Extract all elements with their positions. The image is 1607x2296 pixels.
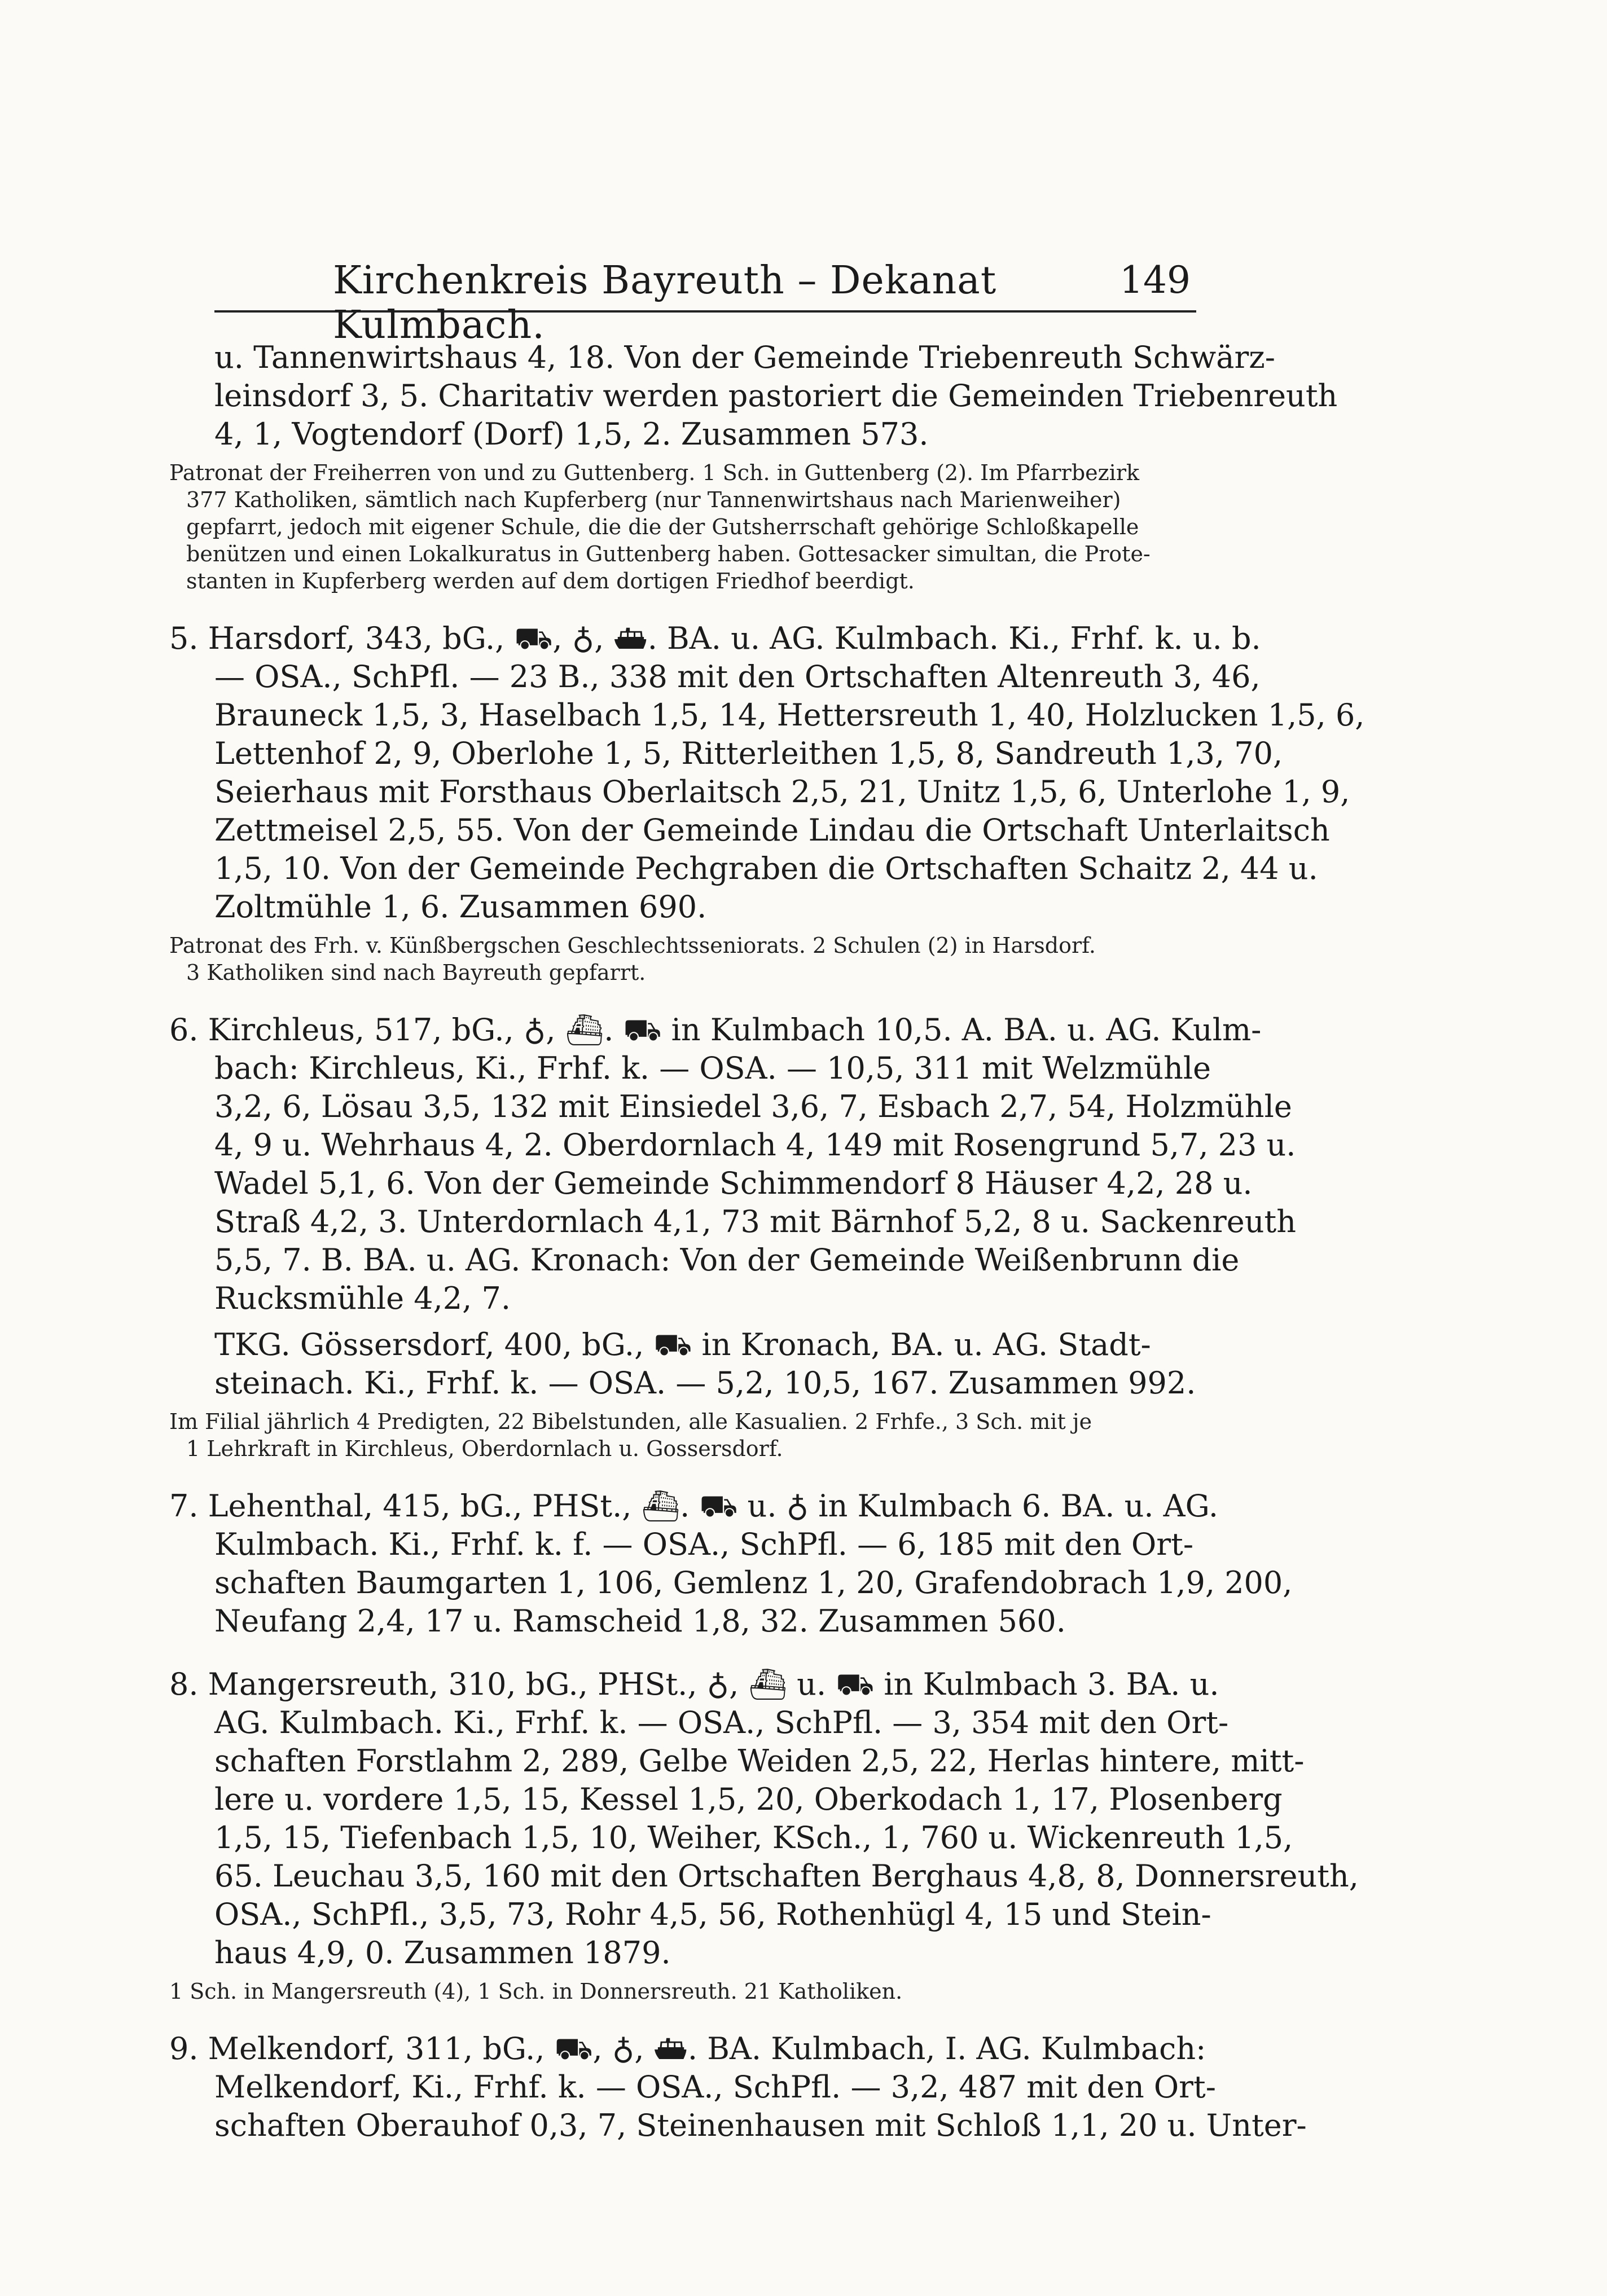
entry-text bbox=[169, 1665, 1359, 1972]
text-line: 4, 9 u. Wehrhaus 4, 2. Oberdornlach 4, 149 mit Rosengrund 5,7, 23 u. bbox=[214, 1127, 1296, 1163]
text-line: Lettenhof 2, 9, Oberlohe 1, 5, Ritterleithen 1,5, 8, Sandreuth 1,3, 70, bbox=[214, 736, 1283, 771]
entry-kirchleus bbox=[169, 1011, 1296, 1462]
text-line: 8. Mangersreuth, 310, bG., PHSt., ♁, ⛴ u. ⛟ in Kulmbach 3. BA. u. bbox=[169, 1666, 1219, 1702]
filial-text bbox=[169, 1326, 1208, 1402]
entry-note bbox=[169, 1978, 1208, 2005]
text-line: u. Tannenwirtshaus 4, 18. Von der Gemeinde Triebenreuth Schwärz- bbox=[214, 340, 1275, 375]
entry-note bbox=[169, 1408, 1208, 1462]
text-line: OSA., SchPfl., 3,5, 73, Rohr 4,5, 56, Rothenhügl 4, 15 und Stein- bbox=[214, 1897, 1211, 1932]
text-line: Wadel 5,1, 6. Von der Gemeinde Schimmendorf 8 Häuser 4,2, 28 u. bbox=[214, 1165, 1253, 1201]
text-line: 7. Lehenthal, 415, bG., PHSt., ⛴. ⛟ u. ♁ in Kulmbach 6. BA. u. AG. bbox=[169, 1488, 1219, 1524]
text-line: Seierhaus mit Forsthaus Oberlaitsch 2,5, 21, Unitz 1,5, 6, Unterlohe 1, 9, bbox=[214, 774, 1350, 810]
entry-note bbox=[169, 932, 1208, 986]
text-line: Rucksmühle 4,2, 7. bbox=[214, 1281, 511, 1316]
text-line: Kulmbach. Ki., Frhf. k. f. — OSA., SchPfl. — 6, 185 mit den Ort- bbox=[214, 1527, 1194, 1562]
text-line: steinach. Ki., Frhf. k. — OSA. — 5,2, 10,5, 167. Zusammen 992. bbox=[214, 1365, 1196, 1401]
entry-text bbox=[169, 2030, 1307, 2145]
text-line: 1,5, 15, Tiefenbach 1,5, 10, Weiher, KSch., 1, 760 u. Wickenreuth 1,5, bbox=[214, 1820, 1293, 1855]
running-header bbox=[214, 248, 1196, 348]
text-line: Zettmeisel 2,5, 55. Von der Gemeinde Lindau die Ortschaft Unterlaitsch bbox=[214, 812, 1330, 848]
page-number: 149 bbox=[1119, 258, 1191, 302]
text-line: — OSA., SchPfl. — 23 B., 338 mit den Ortschaften Altenreuth 3, 46, bbox=[214, 659, 1261, 694]
entry-mangersreuth bbox=[169, 1665, 1359, 2005]
text-line: 65. Leuchau 3,5, 160 mit den Ortschaften Berghaus 4,8, 8, Donnersreuth, bbox=[214, 1858, 1359, 1894]
text-line: Straß 4,2, 3. Unterdornlach 4,1, 73 mit Bärnhof 5,2, 8 u. Sackenreuth bbox=[214, 1204, 1296, 1239]
note-line: stanten in Kupferberg werden auf dem dortigen Friedhof beerdigt. bbox=[186, 569, 915, 593]
note-line: gepfarrt, jedoch mit eigener Schule, die die der Gutsherrschaft gehörige Schloßkapelle bbox=[186, 514, 1139, 539]
note-line: 1 Sch. in Mangersreuth (4), 1 Sch. in Donnersreuth. 21 Katholiken. bbox=[169, 1979, 903, 2004]
text-line: Brauneck 1,5, 3, Haselbach 1,5, 14, Hettersreuth 1, 40, Holzlucken 1,5, 6, bbox=[214, 697, 1365, 733]
note-line: 3 Katholiken sind nach Bayreuth gepfarrt. bbox=[186, 960, 646, 985]
note-line: 377 Katholiken, sämtlich nach Kupferberg (nur Tannenwirtshaus nach Marienweiher) bbox=[186, 487, 1121, 512]
note-line: Im Filial jährlich 4 Predigten, 22 Bibelstunden, alle Kasualien. 2 Frhfe., 3 Sch. mit je bbox=[169, 1409, 1092, 1434]
page-title: Kirchenkreis Bayreuth – Dekanat Kulmbach. bbox=[333, 258, 997, 348]
text-line: 4, 1, Vogtendorf (Dorf) 1,5, 2. Zusammen 573. bbox=[214, 416, 929, 452]
text-line: schaften Oberauhof 0,3, 7, Steinenhausen mit Schloß 1,1, 20 u. Unter- bbox=[214, 2108, 1307, 2143]
text-line: Zoltmühle 1, 6. Zusammen 690. bbox=[214, 889, 707, 925]
text-line: 3,2, 6, Lösau 3,5, 132 mit Einsiedel 3,6, 7, Esbach 2,7, 54, Holzmühle bbox=[214, 1089, 1292, 1124]
text-line: 1,5, 10. Von der Gemeinde Pechgraben die Ortschaften Schaitz 2, 44 u. bbox=[214, 851, 1318, 886]
text-line: TKG. Gössersdorf, 400, bG., ⛟ in Kronach, BA. u. AG. Stadt- bbox=[214, 1327, 1151, 1362]
entry-text bbox=[169, 1487, 1293, 1640]
text-line: leinsdorf 3, 5. Charitativ werden pastoriert die Gemeinden Triebenreuth bbox=[214, 378, 1338, 414]
note-line: Patronat des Frh. v. Künßbergschen Geschlechtsseniorats. 2 Schulen (2) in Harsdorf. bbox=[169, 933, 1096, 958]
note-line: Patronat der Freiherren von und zu Guttenberg. 1 Sch. in Guttenberg (2). Im Pfarrbezirk bbox=[169, 460, 1140, 485]
text-line: lere u. vordere 1,5, 15, Kessel 1,5, 20, Oberkodach 1, 17, Plosenberg bbox=[214, 1782, 1283, 1817]
entry-text bbox=[169, 338, 1338, 454]
entry-text bbox=[169, 619, 1365, 926]
text-line: Melkendorf, Ki., Frhf. k. — OSA., SchPfl. — 3,2, 487 mit den Ort- bbox=[214, 2069, 1216, 2105]
entry-text bbox=[169, 1011, 1296, 1318]
text-line: 5,5, 7. B. BA. u. AG. Kronach: Von der Gemeinde Weißenbrunn die bbox=[214, 1242, 1240, 1278]
entry-melkendorf bbox=[169, 2030, 1307, 2145]
text-line: bach: Kirchleus, Ki., Frhf. k. — OSA. — 10,5, 311 mit Welzmühle bbox=[214, 1050, 1211, 1086]
note-line: benützen und einen Lokalkuratus in Guttenberg haben. Gottesacker simultan, die Prote- bbox=[186, 542, 1151, 566]
entry-harsdorf bbox=[169, 619, 1365, 986]
text-line: AG. Kulmbach. Ki., Frhf. k. — OSA., SchPfl. — 3, 354 mit den Ort- bbox=[214, 1705, 1229, 1740]
text-line: Neufang 2,4, 17 u. Ramscheid 1,8, 32. Zusammen 560. bbox=[214, 1603, 1066, 1639]
entry-note bbox=[169, 459, 1208, 595]
text-line: 5. Harsdorf, 343, bG., ⛟, ♁, ⛴. BA. u. AG. Kulmbach. Ki., Frhf. k. u. b. bbox=[169, 621, 1261, 656]
note-line: 1 Lehrkraft in Kirchleus, Oberdornlach u. Gossersdorf. bbox=[186, 1436, 783, 1461]
entry-continuation bbox=[169, 338, 1338, 595]
page-content bbox=[169, 338, 1365, 2145]
text-line: 9. Melkendorf, 311, bG., ⛟, ♁, ⛴. BA. Kulmbach, I. AG. Kulmbach: bbox=[169, 2031, 1206, 2066]
entry-lehenthal bbox=[169, 1487, 1293, 1640]
text-line: 6. Kirchleus, 517, bG., ♁, ⛴. ⛟ in Kulmbach 10,5. A. BA. u. AG. Kulm- bbox=[169, 1012, 1262, 1048]
text-line: haus 4,9, 0. Zusammen 1879. bbox=[214, 1935, 671, 1970]
text-line: schaften Baumgarten 1, 106, Gemlenz 1, 20, Grafendobrach 1,9, 200, bbox=[214, 1565, 1293, 1600]
text-line: schaften Forstlahm 2, 289, Gelbe Weiden 2,5, 22, Herlas hintere, mitt- bbox=[214, 1743, 1305, 1779]
